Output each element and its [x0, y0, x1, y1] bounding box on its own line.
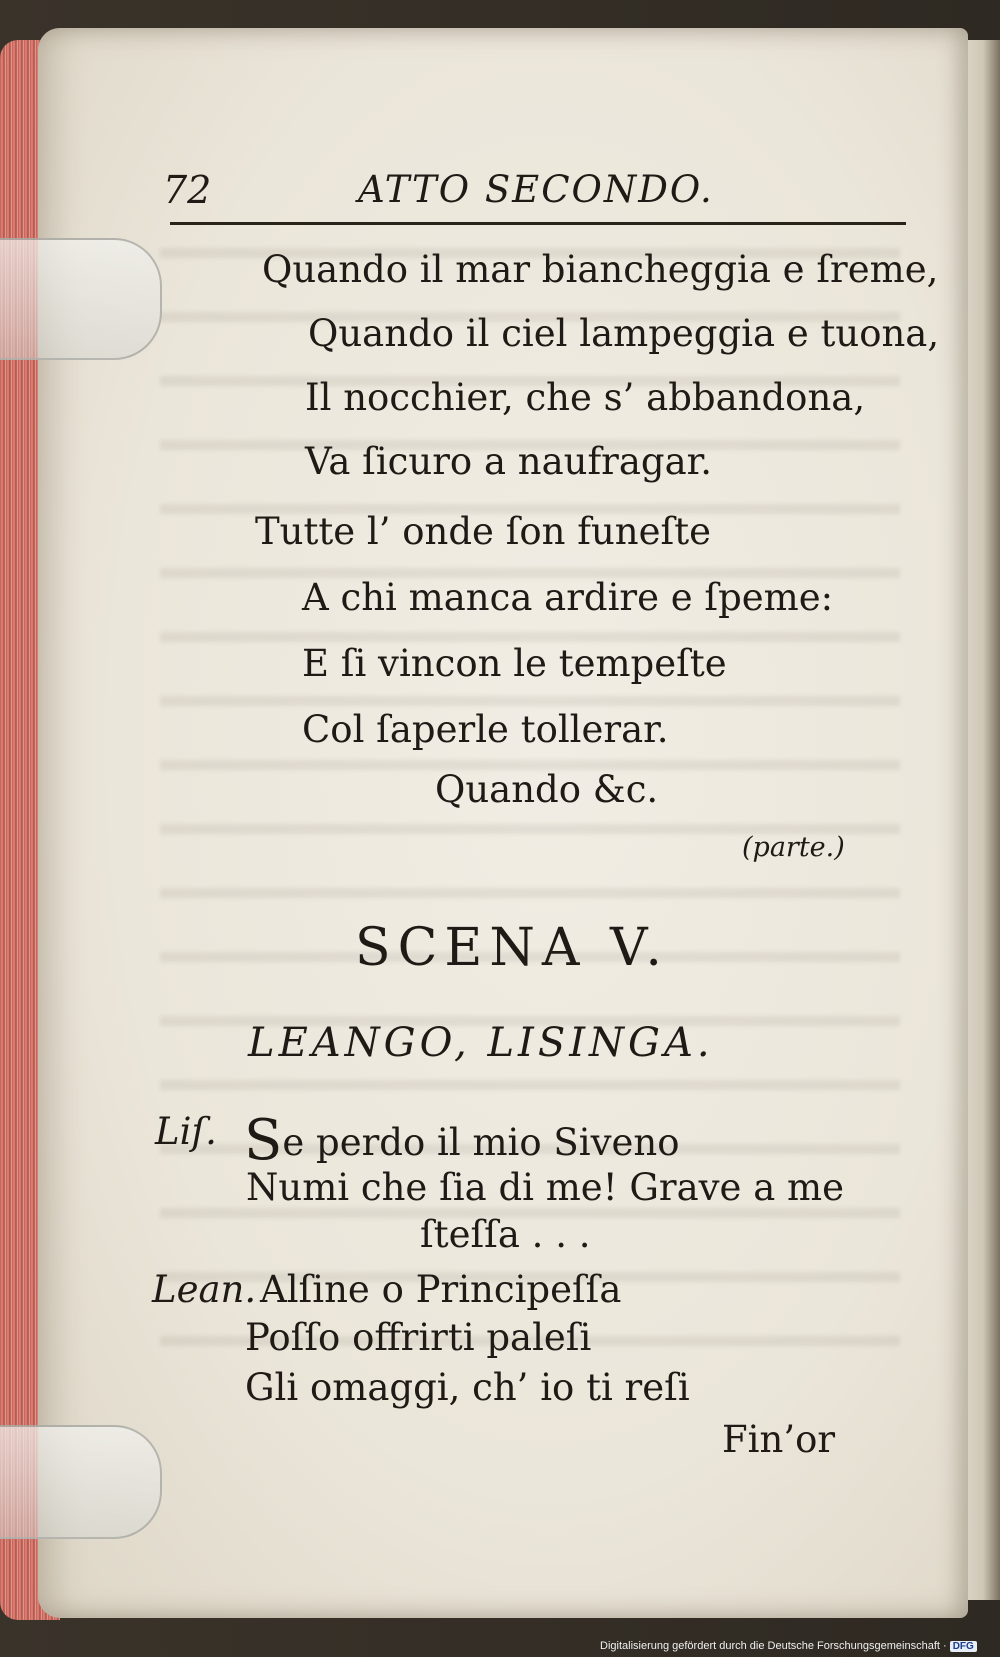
digitization-credit — [600, 1640, 977, 1652]
catchword: Fin’or — [722, 1418, 836, 1461]
verse-line: Quando &c. — [435, 768, 659, 811]
verse-line: Tutte l’ onde ſon funeſte — [255, 510, 711, 553]
dialogue-line: Numi che ſia di me! Grave a me — [246, 1166, 844, 1209]
speaker-label: Lean. — [152, 1268, 257, 1311]
dialogue-line: Alſine o Principeſſa — [260, 1268, 622, 1311]
drop-capital: S — [244, 1108, 283, 1173]
page-clip-bottom — [0, 1425, 162, 1539]
header-rule — [170, 222, 906, 225]
verse-line: A chi manca ardire e ſpeme: — [302, 576, 834, 619]
dialogue-line: Poſſo offrirti paleſi — [245, 1316, 592, 1359]
verse-line: Quando il mar biancheggia e ſreme, — [262, 248, 939, 291]
stage-direction: (parte.) — [742, 832, 845, 863]
dialogue-line — [244, 1108, 680, 1173]
dialogue-text: e perdo il mio Siveno — [282, 1121, 680, 1164]
verse-line: Quando il ciel lampeggia e tuona, — [308, 312, 940, 355]
scene-characters: LEANGO, LISINGA. — [248, 1020, 714, 1066]
speaker-label: Liſ. — [155, 1110, 217, 1153]
page-number: 72 — [163, 168, 212, 212]
running-title: ATTO SECONDO. — [358, 168, 714, 211]
dialogue-line: ſteſſa . . . — [420, 1213, 591, 1256]
credit-text: Digitalisierung gefördert durch die Deutsche Forschungsgemeinschaft · — [600, 1640, 947, 1652]
verse-line: E ſi vincon le tempeſte — [302, 642, 727, 685]
dfg-logo: DFG — [950, 1641, 977, 1652]
page-clip-top — [0, 238, 162, 360]
verse-line: Il nocchier, che s’ abbandona, — [305, 376, 866, 419]
verse-line: Va ſicuro a naufragar. — [305, 440, 713, 483]
verse-line: Col ſaperle tollerar. — [302, 708, 669, 751]
scene-title: SCENA V. — [355, 918, 669, 978]
dialogue-line: Gli omaggi, ch’ io ti reſi — [245, 1366, 690, 1409]
